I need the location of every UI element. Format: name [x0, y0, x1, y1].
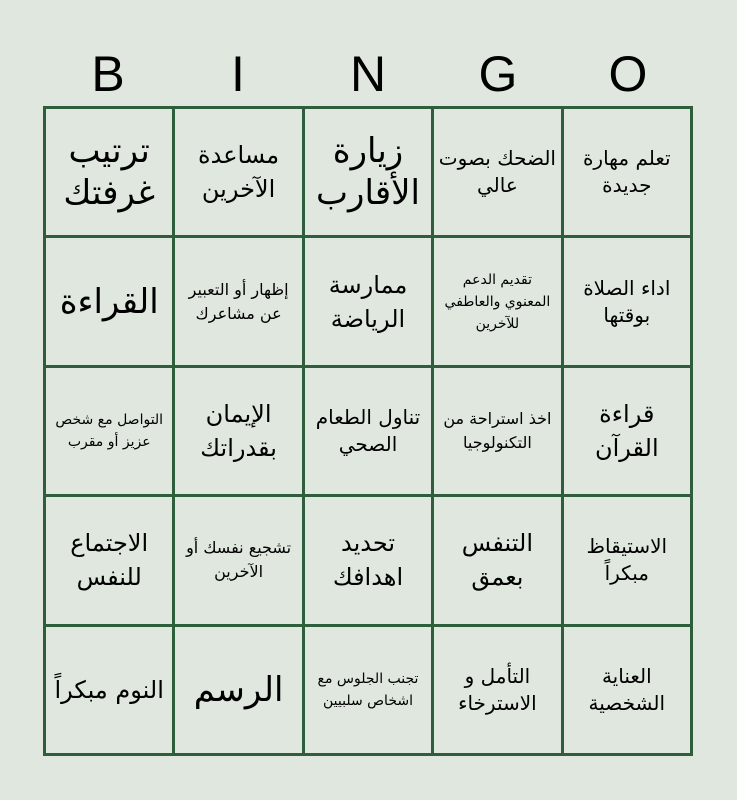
cell-text: تقديم الدعم المعنوي والعاطفي للآخرين — [444, 271, 551, 332]
cell-text: الاجتماع للنفس — [70, 529, 149, 592]
cell-text: التواصل مع شخص عزيز أو مقرب — [55, 411, 164, 450]
bingo-cell[interactable] — [175, 238, 301, 364]
bingo-cell[interactable] — [564, 627, 690, 753]
header-letter-g: G — [478, 46, 518, 102]
cell-text: التأمل و الاسترخاء — [458, 663, 537, 715]
cell-text: الاستيقاظ مبكراً — [586, 534, 668, 586]
cell-text: تجنب الجلوس مع اشخاص سلبيين — [317, 670, 419, 709]
cell-text: الإيمان بقدراتك — [200, 399, 277, 462]
cell-text: ممارسة الرياضة — [328, 270, 408, 333]
bingo-cell[interactable] — [434, 627, 560, 753]
cell-text: اخذ استراحة من التكنولوجيا — [443, 408, 552, 452]
bingo-grid — [43, 106, 693, 756]
header-letter-n: N — [349, 46, 387, 102]
bingo-cell[interactable] — [46, 497, 172, 623]
cell-text: العناية الشخصية — [588, 663, 666, 715]
header-letter-o: O — [608, 46, 648, 102]
bingo-cell[interactable] — [305, 109, 431, 235]
bingo-cell[interactable] — [305, 368, 431, 494]
cell-text: تشجيع نفسك أو الآخرين — [186, 538, 292, 582]
header-letter-b: B — [91, 46, 125, 102]
bingo-cell[interactable] — [564, 109, 690, 235]
bingo-cell[interactable] — [564, 497, 690, 623]
bingo-cell[interactable] — [46, 109, 172, 235]
header-letter-i: I — [231, 46, 245, 102]
cell-text: القراءة — [59, 281, 159, 322]
bingo-header — [43, 46, 693, 102]
bingo-cell[interactable] — [305, 238, 431, 364]
bingo-cell[interactable] — [434, 109, 560, 235]
bingo-cell[interactable] — [46, 238, 172, 364]
cell-text: مساعدة الآخرين — [198, 141, 280, 204]
cell-text: تعلم مهارة جديدة — [582, 146, 671, 198]
cell-text: التنفس بعمق — [461, 529, 533, 592]
bingo-cell[interactable] — [305, 497, 431, 623]
cell-text: تناول الطعام الصحي — [315, 404, 421, 456]
bingo-cell[interactable] — [175, 109, 301, 235]
bingo-cell[interactable] — [434, 497, 560, 623]
bingo-cell[interactable] — [434, 368, 560, 494]
cell-text: الرسم — [193, 669, 284, 710]
cell-text: الضحك بصوت عالي — [438, 146, 556, 198]
bingo-cell[interactable] — [564, 238, 690, 364]
bingo-cell[interactable] — [434, 238, 560, 364]
bingo-cell[interactable] — [46, 368, 172, 494]
cell-text: إظهار أو التعبير عن مشاعرك — [188, 279, 289, 323]
bingo-cell[interactable] — [175, 627, 301, 753]
cell-text: زيارة الأقارب — [316, 131, 420, 214]
bingo-cell[interactable] — [175, 368, 301, 494]
cell-text: اداء الصلاة بوقتها — [583, 275, 671, 327]
cell-text: النوم مبكراً — [54, 675, 164, 704]
cell-text: تحديد اهدافك — [332, 529, 404, 592]
bingo-cell[interactable] — [564, 368, 690, 494]
cell-text: ترتيب غرفتك — [63, 131, 156, 214]
bingo-cell[interactable] — [175, 497, 301, 623]
cell-text: قراءة القرآن — [594, 399, 659, 462]
bingo-cell[interactable] — [305, 627, 431, 753]
bingo-cell[interactable] — [46, 627, 172, 753]
